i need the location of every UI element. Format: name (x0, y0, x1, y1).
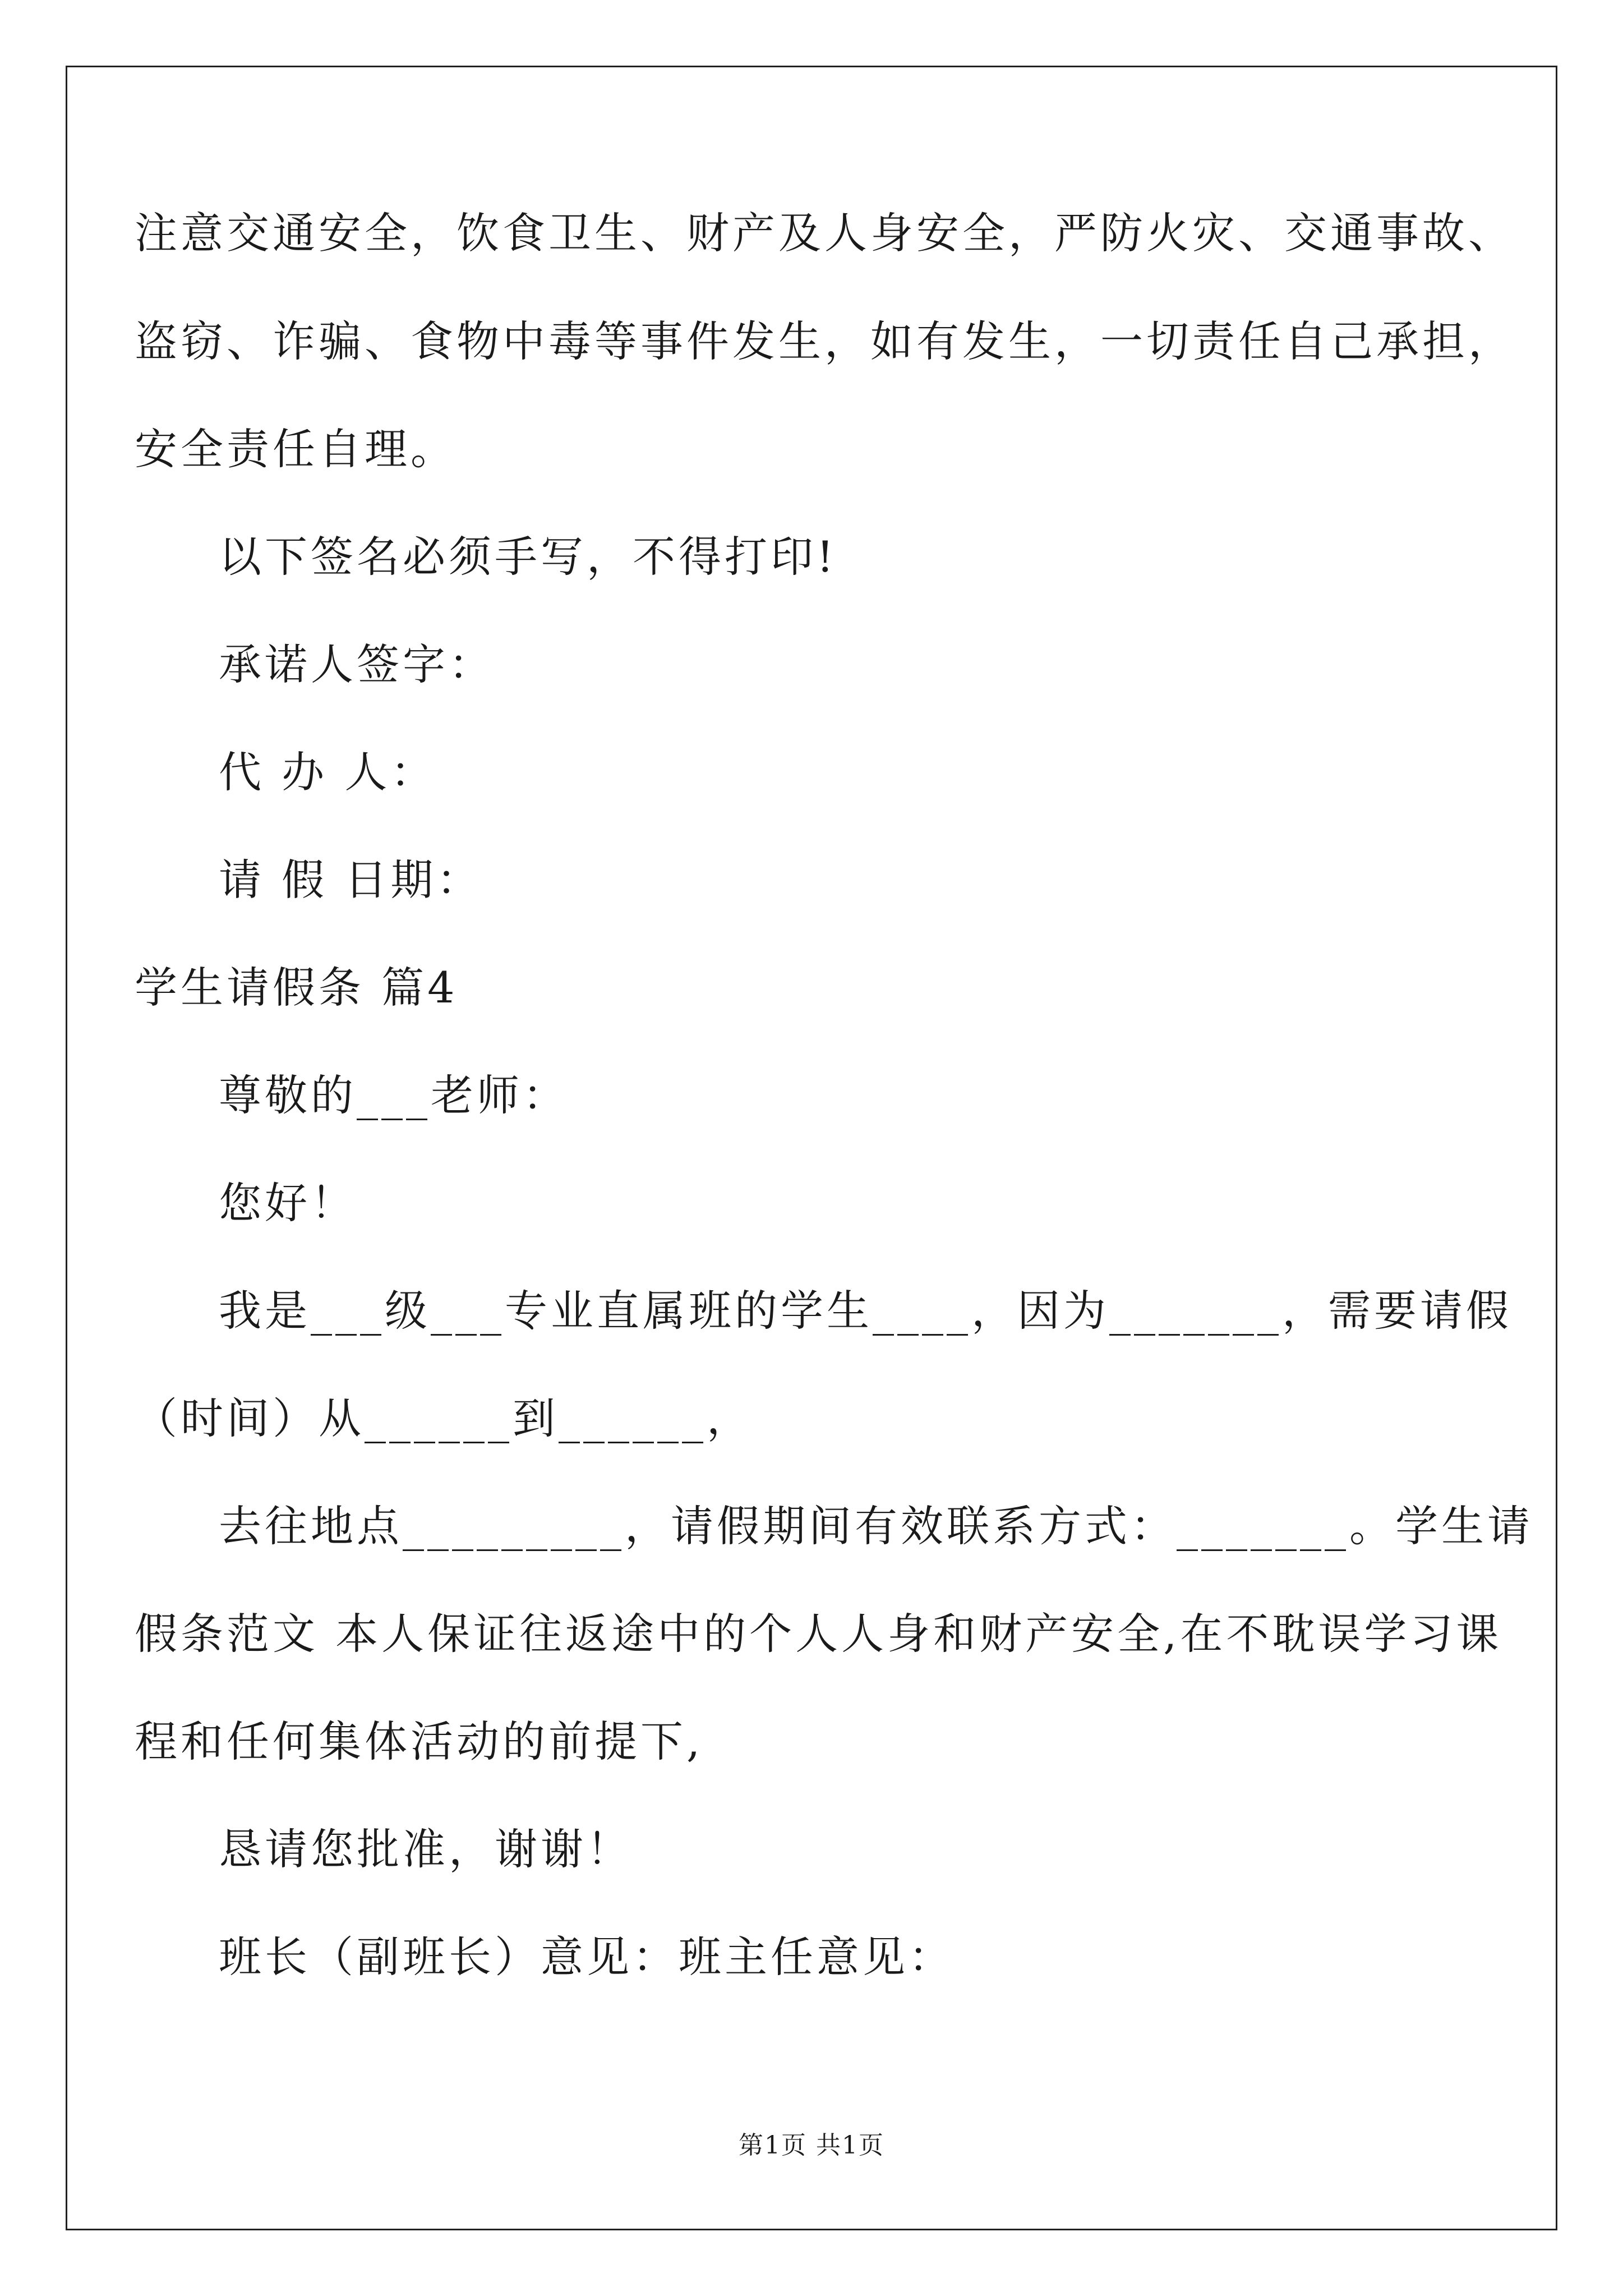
body-line: 安全责任自理。 (135, 424, 457, 474)
body-line: （时间）从______到______， (135, 1393, 753, 1443)
body-line: 程和任何集体活动的前提下, (135, 1717, 704, 1766)
salutation: 尊敬的___老师： (219, 1070, 569, 1120)
body-line: 注意交通安全，饮食卫生、财产及人身安全，严防火灾、交通事故、 (135, 208, 1514, 258)
body-line: 盗窃、诈骗、食物中毒等事件发生，如有发生，一切责任自己承担， (135, 316, 1514, 366)
section-heading: 学生请假条 篇4 (135, 963, 458, 1013)
page-border (66, 66, 1557, 2230)
closing-request: 恳请您批准，谢谢！ (219, 1824, 633, 1874)
approval-labels: 班长（副班长）意见：班主任意见： (219, 1932, 955, 1982)
promisor-signature-label: 承诺人签字： (219, 639, 495, 689)
body-line: 假条范文 本人保证往返途中的个人人身和财产安全,在不耽误学习课 (135, 1609, 1502, 1659)
agent-label: 代 办 人： (219, 747, 437, 797)
leave-date-label: 请 假 日期： (219, 855, 483, 905)
body-line: 我是___级___专业直属班的学生____，因为_______，需要请假 (219, 1286, 1512, 1336)
greeting: 您好！ (219, 1178, 357, 1228)
signature-notice: 以下签名必须手写，不得打印! (219, 532, 837, 582)
body-line: 去往地点_________，请假期间有效联系方式：_______。学生请 (219, 1501, 1533, 1551)
page-number: 第1页 共1页 (739, 2131, 884, 2160)
